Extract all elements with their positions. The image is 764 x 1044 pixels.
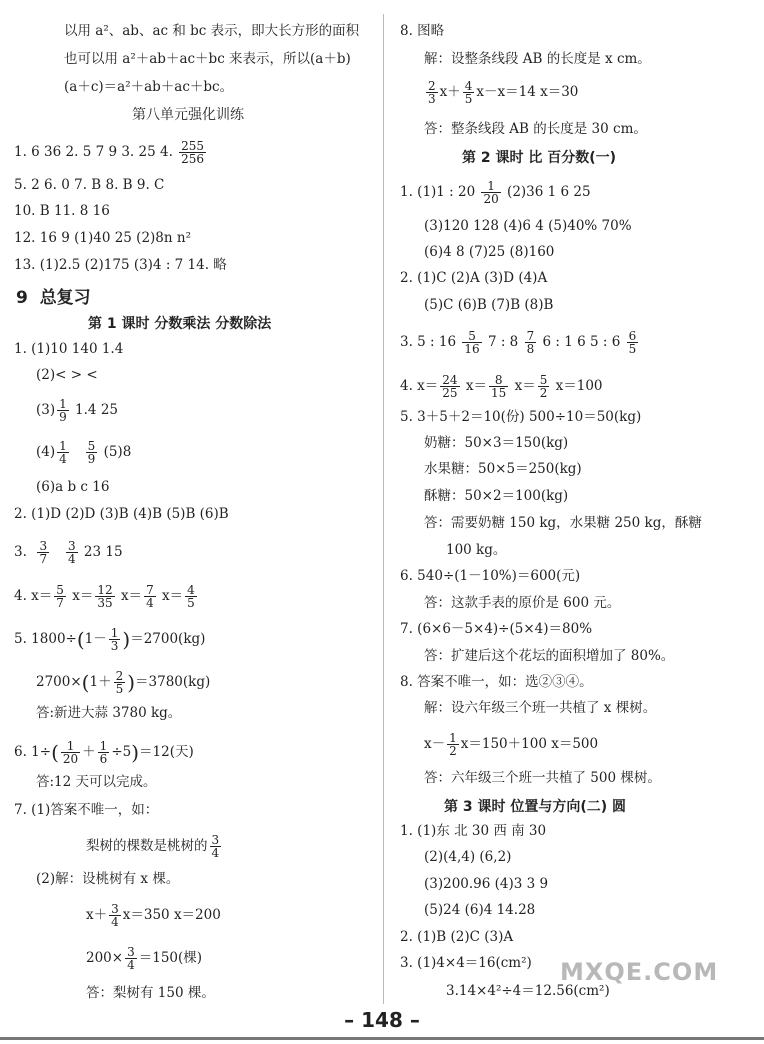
answer-line: 12. 16 9 (1)40 25 (2)8n n² xyxy=(14,230,191,246)
column-divider xyxy=(383,14,384,1004)
answer-line: 100 kg。 xyxy=(446,542,507,558)
lesson-title: 第 3 课时 位置与方向(二) 圆 xyxy=(444,799,627,815)
answer-line: (3) $\frac{1}{9}$ 1.4 25 xyxy=(36,397,118,424)
answer-line: 酥糖：50×2＝100(kg) xyxy=(424,488,569,504)
answer-line: (6)a b c 16 xyxy=(36,479,110,495)
answer-line: 答：整条线段 AB 的长度是 30 cm。 xyxy=(424,121,647,137)
answer-line: 10. B 11. 8 16 xyxy=(14,203,110,219)
answer-line: (2)解：设桃树有 x 棵。 xyxy=(36,871,180,887)
answer-line: 2700×(1＋ $\frac{2}{5}$ )＝3780(kg) xyxy=(36,669,211,696)
section-title: 第八单元强化训练 xyxy=(132,107,244,123)
answer-line: 解：设整条线段 AB 的长度是 x cm。 xyxy=(424,51,651,67)
answer-line: (3)120 128 (4)6 4 (5)40% 70% xyxy=(424,218,632,234)
answer-line: 6. 1÷( $\frac{1}{20}$ ＋ $\frac{1}{6}$ ÷5)＝12(天) xyxy=(14,739,194,766)
lesson-title: 第 1 课时 分数乘法 分数除法 xyxy=(88,316,272,332)
answer-line: x＋ $\frac{3}{4}$ x＝350 x＝200 xyxy=(86,902,221,929)
text-line: 也可以用 a²＋ab＋ac＋bc 来表示，所以(a＋b) xyxy=(64,51,351,67)
bottom-rule xyxy=(0,1037,764,1040)
answer-line: 2. (1)D (2)D (3)B (4)B (5)B (6)B xyxy=(14,506,229,522)
answer-line: 3. $\frac{3}{7}$ $\frac{3}{4}$ 23 15 xyxy=(14,539,123,566)
answer-line: 2. (1)B (2)C (3)A xyxy=(400,929,514,945)
text-line: (a＋c)＝a²＋ab＋ac＋bc。 xyxy=(64,79,234,95)
watermark: MXQE.COM xyxy=(560,958,719,986)
answer-line: (4) $\frac{1}{4}$ $\frac{5}{9}$ (5)8 xyxy=(36,439,132,466)
answer-line: (5)24 (6)4 14.28 xyxy=(424,902,536,918)
answer-line: 4. x＝ $\frac{24}{25}$ x＝ $\frac{8}{15}$ x＝ $\frac{5}{2}$ x＝100 xyxy=(400,373,603,400)
page-number: – 148 – xyxy=(344,1008,420,1032)
answer-line: 3. 5 : 16 $\frac{5}{16}$ 7 : 8 $\frac{7}{8}$ 6 : 1 6 5 : 6 $\frac{6}{5}$ xyxy=(400,329,637,356)
answer-line: 8. 答案不唯一，如：选②③④。 xyxy=(400,674,593,690)
answer-line: (3)200.96 (4)3 3 9 xyxy=(424,876,549,892)
answer-line: 答：需要奶糖 150 kg，水果糖 250 kg，酥糖 xyxy=(424,515,702,531)
answer-line: x－ $\frac{1}{2}$ x＝150＋100 x＝500 xyxy=(424,731,599,758)
lesson-title: 第 2 课时 比 百分数(一) xyxy=(462,150,617,166)
answer-line: 答:12 天可以完成。 xyxy=(36,774,157,790)
answer-line: 梨树的棵数是桃树的 $\frac{3}{4}$ xyxy=(86,833,220,860)
chapter-heading: 9 总复习 xyxy=(16,288,91,308)
answer-line: 3. (1)4×4＝16(cm²) xyxy=(400,955,532,971)
answer-line: 7. (1)答案不唯一，如： xyxy=(14,802,159,818)
answer-line: 5. 3＋5＋2＝10(份) 500÷10＝50(kg) xyxy=(400,409,642,425)
answer-line: 答：梨树有 150 棵。 xyxy=(86,985,215,1001)
answer-line: 4. x＝ $\frac{5}{7}$ x＝ $\frac{12}{35}$ x＝ $\frac{7}{4}$ x＝ $\frac{4}{5}$ xyxy=(14,583,195,610)
answer-line: 6. 540÷(1－10%)＝600(元) xyxy=(400,568,581,584)
answer-line: 5. 2 6. 0 7. B 8. B 9. C xyxy=(14,177,165,193)
answer-line: 5. 1800÷(1－ $\frac{1}{3}$ )＝2700(kg) xyxy=(14,626,206,653)
answer-line: 1. (1)1 : 20 $\frac{1}{20}$ (2)36 1 6 25 xyxy=(400,179,591,206)
answer-line: 200× $\frac{3}{4}$ ＝150(棵) xyxy=(86,945,203,972)
answer-line: (2)< > < xyxy=(36,367,98,383)
text-line: 以用 a²、ab、ac 和 bc 表示，即大长方形的面积 xyxy=(64,23,360,39)
answer-line: 1. 6 36 2. 5 7 9 3. 25 4. $\frac{255}{256}$ xyxy=(14,139,205,166)
answer-line: 解：设六年级三个班一共植了 x 棵树。 xyxy=(424,700,657,716)
answer-line: 7. (6×6－5×4)÷(5×4)＝80% xyxy=(400,621,593,637)
answer-line: (6)4 8 (7)25 (8)160 xyxy=(424,244,555,260)
answer-line: 3.14×4²÷4＝12.56(cm²) xyxy=(446,983,610,999)
answer-line: 奶糖：50×3＝150(kg) xyxy=(424,435,569,451)
answer-line: $\frac{2}{3}$ x＋ $\frac{4}{5}$ x－x＝14 x＝30 xyxy=(428,79,579,106)
answer-line: 2. (1)C (2)A (3)D (4)A xyxy=(400,270,548,286)
answer-line: 答：六年级三个班一共植了 500 棵树。 xyxy=(424,770,661,786)
answer-line: 1. (1)10 140 1.4 xyxy=(14,341,124,357)
answer-line: 水果糖：50×5＝250(kg) xyxy=(424,461,582,477)
answer-line: 答:新进大蒜 3780 kg。 xyxy=(36,705,182,721)
answer-line: 1. (1)东 北 30 西 南 30 xyxy=(400,823,547,839)
answer-line: 8. 图略 xyxy=(400,23,445,39)
answer-line: (5)C (6)B (7)B (8)B xyxy=(424,297,554,313)
answer-line: 答：扩建后这个花坛的面积增加了 80%。 xyxy=(424,648,675,664)
answer-line: 答：这款手表的原价是 600 元。 xyxy=(424,595,621,611)
answer-line: 13. (1)2.5 (2)175 (3)4 : 7 14. 略 xyxy=(14,257,227,273)
answer-line: (2)(4,4) (6,2) xyxy=(424,849,512,865)
